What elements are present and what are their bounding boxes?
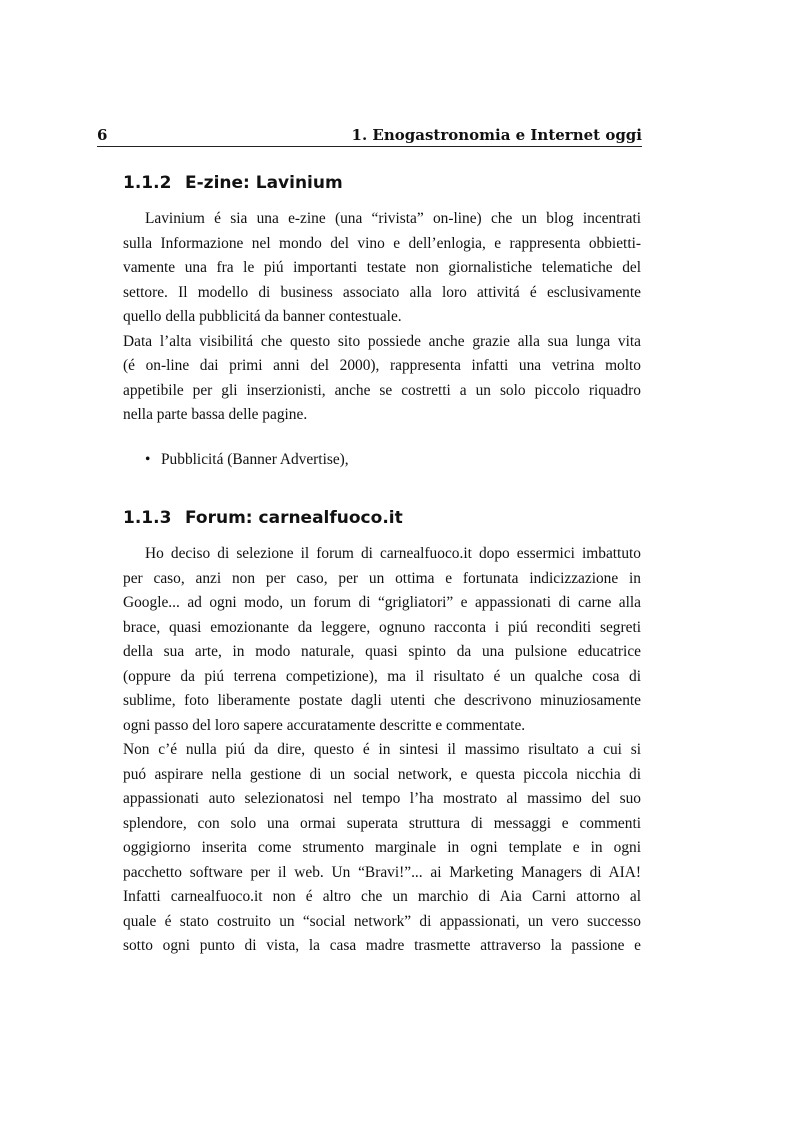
text-line: sulla Informazione nel mondo del vino e dell’enlogia, e rappresenta obbietti- bbox=[123, 234, 641, 252]
text-line: Infatti carnealfuoco.it non é altro che un marchio di Aia Carni attorno al bbox=[123, 888, 641, 905]
text-line: Data l’alta visibilitá che questo sito possiede anche grazie alla sua lunga vita bbox=[123, 332, 641, 350]
bullet-list-item bbox=[145, 451, 349, 469]
text-line: quale é stato costruito un “social network” di appassionati, un vero successo bbox=[123, 912, 641, 930]
chapter-title: 1. Enogastronomia e Internet oggi bbox=[351, 126, 642, 144]
text-line: per caso, anzi non per caso, per un ottima e fortunata indicizzazione in bbox=[123, 569, 641, 587]
text-line: della sua arte, in modo naturale, quasi spinto da una pulsione educatrice bbox=[123, 643, 641, 660]
section-title: E-zine: Lavinium bbox=[185, 173, 343, 193]
paragraph bbox=[123, 207, 641, 428]
text-line: sotto ogni punto di vista, la casa madre trasmette attraverso la passione e bbox=[123, 937, 641, 954]
text-line: Google... ad ogni modo, un forum di “grigliatori” e appassionati di carne alla bbox=[123, 594, 641, 611]
text-line: ogni passo del loro sapere accuratamente descritte e commentate. bbox=[123, 716, 526, 734]
text-line: (é on-line dai primi anni del 2000), rappresenta infatti una vetrina molto bbox=[123, 357, 641, 374]
page-number: 6 bbox=[97, 126, 108, 144]
text-line: (oppure da piú terrena competizione), ma il risultato é un qualche cosa di bbox=[123, 667, 641, 685]
paragraph bbox=[123, 542, 641, 959]
bullet-text: Pubblicitá (Banner Advertise), bbox=[161, 451, 349, 468]
text-line: appetibile per gli inserzionisti, anche se costretti a un solo piccolo riquadro bbox=[123, 381, 641, 399]
text-line: puó aspirare nella gestione di un social network, e questa piccola nicchia di bbox=[123, 765, 641, 783]
text-line: sublime, foto liberamente postate dagli utenti che descrivono minuziosamente bbox=[123, 692, 641, 709]
text-line: Lavinium é sia una e-zine (una “rivista” on-line) che un blog incentrati bbox=[145, 210, 641, 227]
section-number: 1.1.2 bbox=[123, 173, 172, 193]
text-line: splendore, con solo una ormai superata struttura di messaggi e commenti bbox=[123, 814, 641, 832]
bullet-icon: • bbox=[145, 451, 151, 468]
text-line: brace, quasi emozionante da leggere, ognuno racconta i piú reconditi segreti bbox=[123, 618, 641, 636]
text-line: settore. Il modello di business associato alla loro attivitá é esclusivamente bbox=[123, 283, 641, 301]
section-heading-carnealfuoco bbox=[123, 508, 403, 528]
text-line: Ho deciso di selezione il forum di carnealfuoco.it dopo essermici imbattuto bbox=[145, 545, 641, 562]
running-header bbox=[97, 126, 642, 147]
text-line: quello della pubblicitá da banner contestuale. bbox=[123, 308, 402, 325]
section-number: 1.1.3 bbox=[123, 508, 172, 528]
text-line: vamente una fra le piú importanti testate non giornalistiche telematiche del bbox=[123, 259, 641, 276]
text-line: Non c’é nulla piú da dire, questo é in sintesi il massimo risultato a cui si bbox=[123, 741, 641, 758]
text-line: oggigiorno inserita come strumento marginale in ogni template e in ogni bbox=[123, 839, 641, 856]
text-line: appassionati auto selezionatosi nel tempo l’ha mostrato al massimo del suo bbox=[123, 790, 641, 807]
text-line: nella parte bassa delle pagine. bbox=[123, 406, 308, 423]
section-heading-lavinium bbox=[123, 173, 343, 193]
text-line: pacchetto software per il web. Un “Bravi!”... ai Marketing Managers di AIA! bbox=[123, 863, 641, 881]
section-title: Forum: carnealfuoco.it bbox=[185, 508, 403, 528]
